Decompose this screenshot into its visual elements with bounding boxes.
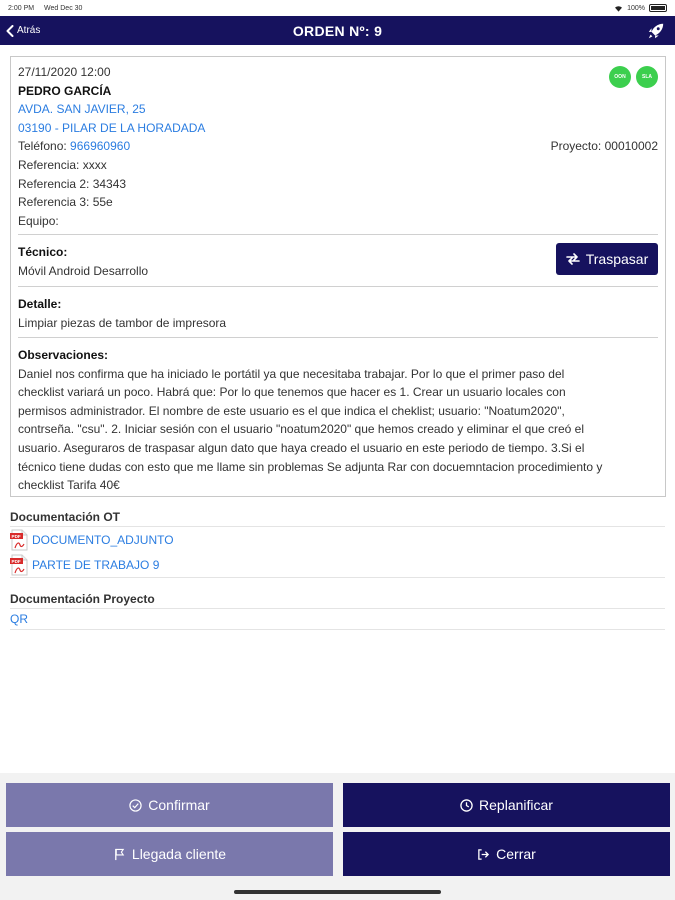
address-link[interactable]: AVDA. SAN JAVIER, 25 <box>18 102 146 117</box>
svg-text:PDF: PDF <box>11 558 21 564</box>
close-label: Cerrar <box>496 846 536 862</box>
divider <box>18 234 658 235</box>
order-datetime: 27/11/2020 12:00 <box>18 65 111 79</box>
swap-arrows-icon <box>566 253 580 265</box>
check-circle-icon <box>129 799 142 812</box>
technician-section <box>18 243 658 280</box>
arrival-label: Llegada cliente <box>131 846 227 862</box>
equipment: Equipo: <box>18 213 59 228</box>
doc-ot-section <box>10 507 665 578</box>
technician-title: Técnico: <box>18 245 68 259</box>
observations-line: usuario. Aseguraros de traspasar algun dato que haya creado el usuario en este periodo de tiempo. 3.Si el <box>18 440 585 455</box>
project-code: Proyecto: 00010002 <box>550 139 658 154</box>
status-right <box>614 4 667 12</box>
doc-item-label: DOCUMENTO_ADJUNTO <box>32 532 174 547</box>
observations-section <box>18 346 658 495</box>
detail-section <box>18 295 658 332</box>
status-date: Wed Dec 30 <box>44 4 83 12</box>
back-label: Atrás <box>17 25 41 36</box>
reference-3: Referencia 3: 55e <box>18 195 113 210</box>
status-time: 2:00 PM <box>8 4 35 12</box>
doc-project-title: Documentación Proyecto <box>10 589 665 609</box>
arrival-button[interactable] <box>6 832 333 876</box>
phone-field <box>18 137 130 156</box>
customer-name: PEDRO GARCÍA <box>18 83 112 98</box>
sign-out-icon <box>477 848 490 861</box>
detail-value: Limpiar piezas de tambor de impresora <box>18 315 227 330</box>
divider <box>10 629 665 630</box>
clock-icon <box>460 799 473 812</box>
observations-line: permisos administrador. El nombre de este usuario es el que indica el cheklist; usuario: "Noatum2020", <box>18 403 565 418</box>
observations-title: Observaciones: <box>18 348 109 362</box>
reference-2: Referencia 2: 34343 <box>18 176 127 191</box>
status-badges <box>609 66 658 88</box>
battery-icon <box>649 4 667 12</box>
doc-project-section <box>10 589 665 630</box>
transfer-label: Traspasar <box>585 251 649 267</box>
phone-link[interactable]: 966960960 <box>70 139 131 154</box>
wifi-icon <box>614 5 623 12</box>
divider <box>18 337 658 338</box>
rocket-icon[interactable] <box>647 22 665 40</box>
observations-line: Daniel nos confirma que ha iniciado le portátil ya que necesitaba trabajar. Por lo que el primer paso del <box>18 366 565 381</box>
status-left <box>8 5 90 12</box>
replan-label: Replanificar <box>479 797 553 813</box>
status-bar <box>0 0 675 16</box>
confirm-label: Confirmar <box>148 797 210 813</box>
observations-line: checklist variará un poco. Habrá que: Por lo que tenemos que hacer es 1. Crear un usuario locales con <box>18 385 566 400</box>
badge-oon: OON <box>609 66 631 88</box>
replan-button[interactable] <box>343 783 670 827</box>
confirm-button[interactable] <box>6 783 333 827</box>
flag-icon <box>113 848 126 861</box>
home-indicator[interactable] <box>234 890 441 894</box>
page-title: ORDEN Nº: 9 <box>292 22 383 39</box>
doc-ot-title: Documentación OT <box>10 507 665 527</box>
phone-row <box>18 137 658 156</box>
svg-text:PDF: PDF <box>11 533 21 539</box>
divider <box>18 286 658 287</box>
observations-line: contrseña. "csu". 2. Iniciar sesión con el usuario "noatum2020" que hemos creado y eliminar el que creó el <box>18 422 585 437</box>
pdf-icon <box>10 529 29 551</box>
close-button[interactable] <box>343 832 670 876</box>
observations-line: checklist Tarifa 40€ <box>18 478 120 493</box>
battery-percent: 100% <box>627 4 645 12</box>
transfer-button[interactable] <box>556 243 658 275</box>
doc-item-label: QR <box>10 612 28 626</box>
doc-item[interactable] <box>10 527 665 552</box>
divider <box>10 577 665 578</box>
doc-item[interactable] <box>10 609 665 629</box>
observations-line: técnico tiene dudas con esto que me llame sin problemas Se adjunta Rar con docuemntacion procedimiento y <box>18 459 603 474</box>
detail-title: Detalle: <box>18 297 62 311</box>
reference: Referencia: xxxx <box>18 157 107 172</box>
badge-sla: SLA <box>636 66 658 88</box>
nav-bar <box>0 16 675 45</box>
city-link[interactable]: 03190 - PILAR DE LA HORADADA <box>18 120 206 135</box>
doc-item[interactable] <box>10 552 665 577</box>
back-button[interactable] <box>6 16 40 45</box>
action-bar <box>0 773 675 900</box>
technician-value: Móvil Android Desarrollo <box>18 263 149 278</box>
phone-label: Teléfono: <box>18 139 71 154</box>
pdf-icon <box>10 554 29 576</box>
order-card <box>10 56 666 497</box>
chevron-left-icon <box>6 25 14 37</box>
doc-item-label: PARTE DE TRABAJO 9 <box>32 557 160 572</box>
